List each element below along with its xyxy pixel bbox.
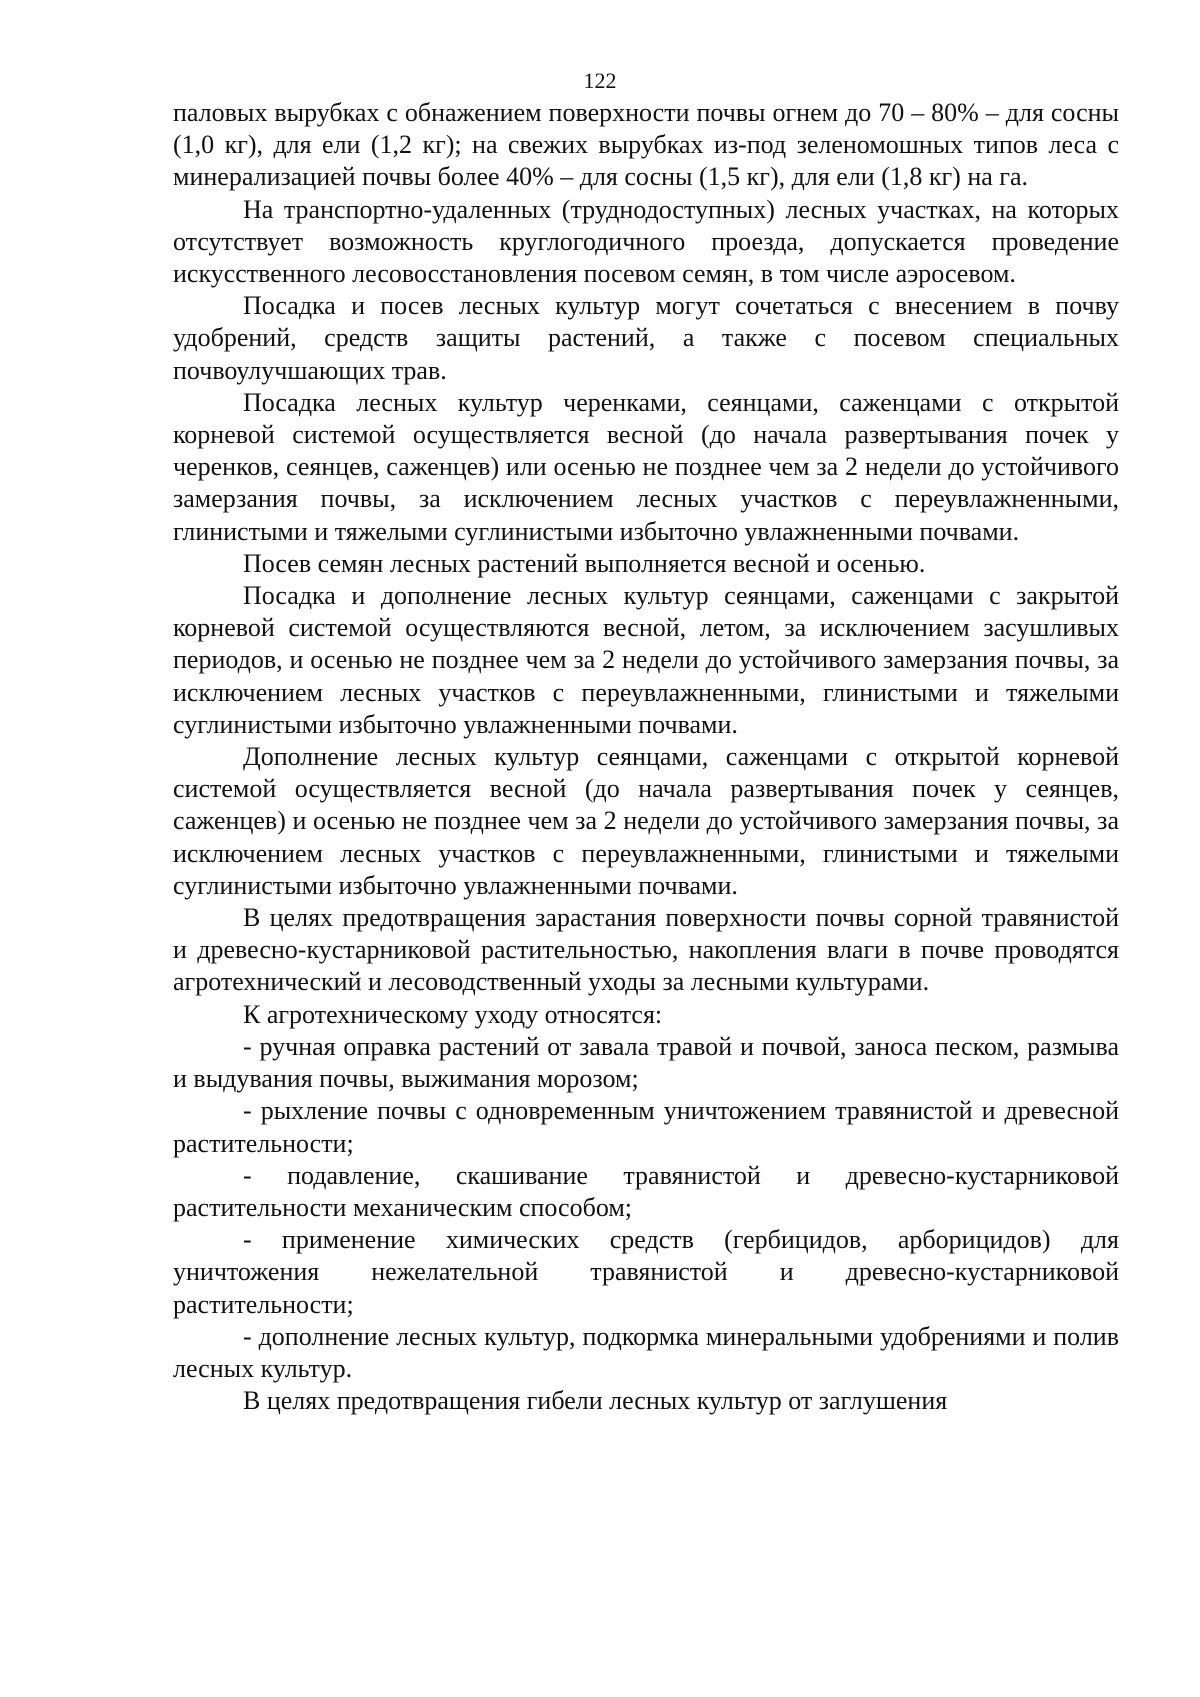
paragraph: В целях предотвращения гибели лесных культур от заглушения xyxy=(243,1386,948,1416)
paragraph: Дополнение лесных культур сеянцами, саженцами с открытой корневой системой осуществляется весной (до начала развертывания почек у сеянцев, саженцев) и осенью не позднее чем за 2 недели до устойчивого замерзания почвы, за исключением лесных участков с переувлажненными, глинистыми и тяжелыми суглинистыми избыточно увлажненными почвами. xyxy=(173,742,1119,900)
list-item: - рыхление почвы с одновременным уничтожением травянистой и древесной растительности; xyxy=(173,1096,1119,1158)
list-item: - ручная оправка растений от завала травой и почвой, заноса песком, размыва и выдувания почвы, выжимания морозом; xyxy=(173,1031,1119,1094)
paragraph: Посадка и посев лесных культур могут сочетаться с внесением в почву удобрений, средств защиты растений, а также с посевом специальных почвоулучшающих трав. xyxy=(173,291,1119,385)
body-text xyxy=(173,97,1119,1417)
list-item: - дополнение лесных культур, подкормка минеральными удобрениями и полив лесных культур. xyxy=(173,1321,1119,1383)
paragraph: паловых вырубках с обнажением поверхности почвы огнем до 70 – 80% – для сосны (1,0 кг), для ели (1,2 кг); на свежих вырубках из-под зеленомошных типов леса с минерализацией почвы более 40% – для сосны (1,5 кг), для ели (1,8 кг) на га. xyxy=(173,98,1119,192)
paragraph: Посев семян лесных растений выполняется весной и осенью. xyxy=(243,548,926,578)
list-item: - применение химических средств (гербицидов, арборицидов) для уничтожения нежелательной травянистой и древесно-кустарниковой растительности; xyxy=(173,1225,1119,1319)
paragraph: В целях предотвращения зарастания поверхности почвы сорной травянистой и древесно-кустарниковой растительностью, накопления влаги в почве проводятся агротехнический и лесоводственный уходы за лесными культурами. xyxy=(173,903,1119,997)
paragraph: Посадка и дополнение лесных культур сеянцами, саженцами с закрытой корневой системой осуществляются весной, летом, за исключением засушливых периодов, и осенью не позднее чем за 2 недели до устойчивого замерзания почвы, за исключением лесных участков с переувлажненными, глинистыми и тяжелыми суглинистыми избыточно увлажненными почвами. xyxy=(173,581,1119,739)
list-item: - подавление, скашивание травянистой и древесно-кустарниковой растительности механическим способом; xyxy=(173,1160,1119,1222)
page-number: 122 xyxy=(583,68,617,93)
paragraph: Посадка лесных культур черенками, сеянцами, саженцами с открытой корневой системой осуществляется весной (до начала развертывания почек у черенков, сеянцев, саженцев) или осенью не позднее чем за 2 недели до устойчивого замерзания почвы, за исключением лесных участков с переувлажненными, глинистыми и тяжелыми суглинистыми избыточно увлажненными почвами. xyxy=(173,387,1119,546)
paragraph: К агротехническому уходу относятся: xyxy=(243,999,663,1029)
paragraph: На транспортно-удаленных (труднодоступных) лесных участках, на которых отсутствует возможность круглогодичного проезда, допускается проведение искусственного лесовосстановления посевом семян, в том числе аэросевом. xyxy=(173,194,1119,289)
